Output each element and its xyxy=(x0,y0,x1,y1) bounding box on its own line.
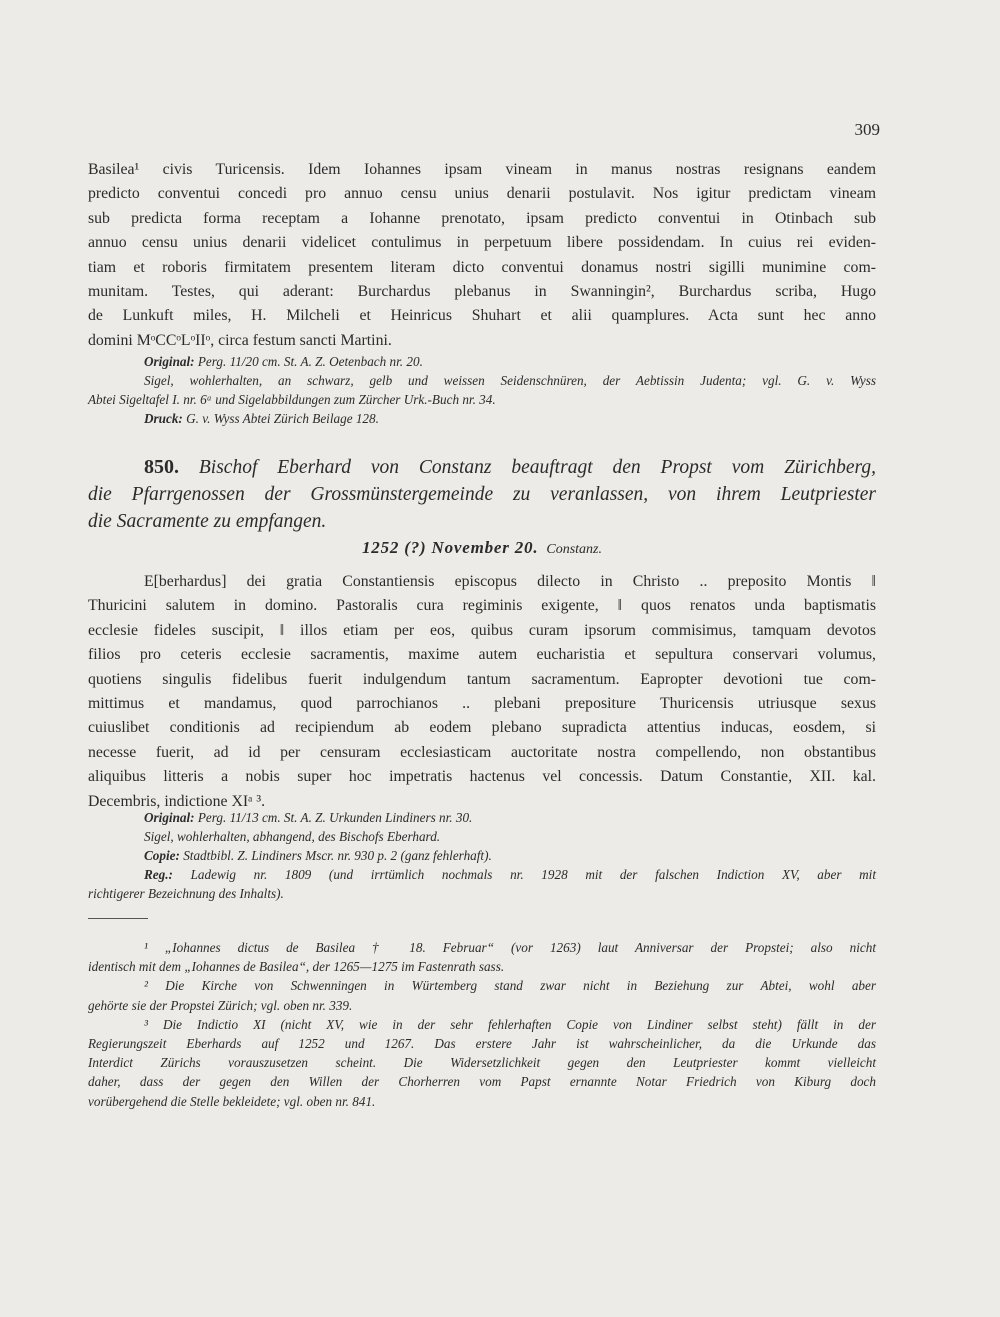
footnote-line: ³ Die Indictio XI (nicht XV, wie in der sehr fehlerhaften Copie von Lindiner selbst steht) fällt in der xyxy=(144,1016,876,1032)
heading-line: 850. Bischof Eberhard von Constanz beauftragt den Propst vom Zürichberg, xyxy=(88,454,876,481)
footnote-line: gehörte sie der Propstei Zürich; vgl. oben nr. 339. xyxy=(88,997,353,1013)
text-line: filios pro ceteris ecclesie sacramentis, maxime autem eucharistia et sepultura conservari volumus, xyxy=(88,646,876,664)
note-line: Copie: Stadtbibl. Z. Lindiners Mscr. nr. 930 p. 2 (ganz fehlerhaft). xyxy=(144,848,492,863)
note-line: Druck: G. v. Wyss Abtei Zürich Beilage 128. xyxy=(144,411,379,426)
note-line: Reg.: Ladewig nr. 1809 (und irrtümlich nochmals nr. 1928 mit der falschen Indiction XV, aber mit xyxy=(144,867,876,882)
note-line: Original: Perg. 11/20 cm. St. A. Z. Oetenbach nr. 20. xyxy=(144,354,423,369)
entry-date-line xyxy=(88,538,876,558)
text-line: de Lunkuft miles, H. Milcheli et Heinricus Shuhart et alii quamplures. Acta sunt hec anno xyxy=(88,307,876,325)
note-label: Original: xyxy=(144,354,195,369)
footnote-separator xyxy=(88,918,148,919)
footnote-line: ² Die Kirche von Schwenningen in Würtemberg stand zwar nicht in Beziehung zur Abtei, wohl aber xyxy=(144,978,876,994)
note-label: Original: xyxy=(144,810,195,825)
text-line: tiam et roboris firmitatem presentem literam dicto conventui donamus nostri sigilli munimine com- xyxy=(88,258,876,276)
text-line: predicto conventui concedi pro annuo censu unius denarii postulavit. Nos igitur predictam vineam xyxy=(88,185,876,203)
text-line: cuiuslibet conditionis ad recipiendum ab eodem plebano supradicta attentius inducas, eosdem, si xyxy=(88,719,876,737)
charter-text xyxy=(88,570,876,814)
text-line: sub predicta forma receptam a Iohanne prenotato, ipsam predicto conventui in Otinbach sub xyxy=(88,209,876,227)
note-label: Druck: xyxy=(144,411,183,426)
note-line: richtigerer Bezeichnung des Inhalts). xyxy=(88,886,284,901)
note-label: Copie: xyxy=(144,848,180,863)
footnote-line: Interdict Zürichs vorauszusetzen scheint. Die Widersetzlichkeit gegen den Leutpriester kommt vielleicht xyxy=(88,1055,876,1071)
page-number: 309 xyxy=(854,120,880,139)
entry-place: Constanz. xyxy=(546,542,602,557)
entry-number: 850. xyxy=(144,456,179,478)
footnote-line: ¹ „Iohannes dictus de Basilea † 18. Februar“ (vor 1263) laut Anniversar der Propstei; also nicht xyxy=(144,940,876,955)
text-line: ecclesie fideles suscipit, ‖ illos etiam per eos, quibus curam ipsorum commisimus, tamquam devotos xyxy=(88,621,876,639)
text-line: necesse fuerit, ad id per censuram ecclesiasticam auctoritate nostra compellendo, non obstantibus xyxy=(88,743,876,761)
text-line: E[berhardus] dei gratia Constantiensis episcopus dilecto in Christo .. preposito Montis ‖ xyxy=(144,573,876,590)
entry-date: 1252 (?) November 20. xyxy=(362,538,539,557)
text-line: munitam. Testes, qui aderant: Burchardus plebanus in Swanningin², Burchardus scriba, Hugo xyxy=(88,283,876,301)
heading-line: die Pfarrgenossen der Grossmünstergemeinde zu veranlassen, von ihrem Leutpriester xyxy=(88,484,876,505)
text-line: Decembris, indictione XIᵃ ³. xyxy=(88,792,266,810)
note-label: Reg.: xyxy=(144,867,173,882)
footnote-line: vorübergehend die Stelle bekleidete; vgl. oben nr. 841. xyxy=(88,1093,376,1109)
note-line: Abtei Sigeltafel I. nr. 6ᵃ und Sigelabbildungen zum Zürcher Urk.-Buch nr. 34. xyxy=(88,392,496,407)
previous-charter-text xyxy=(88,158,876,353)
text-line: Thuricini salutem in domino. Pastoralis cura regiminis exigente, ‖ quos renatos unda baptismatis xyxy=(88,597,876,615)
heading-line: die Sacramente zu empfangen. xyxy=(88,511,327,532)
text-line: annuo censu unius denarii videlicet contulimus in perpetuum libere possidendam. In cuius rei eviden- xyxy=(88,234,876,252)
footnote-line: Regierungszeit Eberhards auf 1252 und 1267. Das erstere Jahr ist wahrscheinlicher, da die Urkunde das xyxy=(88,1036,876,1052)
footnote-line: daher, dass der gegen den Willen der Chorherren vom Papst ernannte Notar Friedrich von Kiburg doch xyxy=(88,1074,876,1090)
footnote-line: identisch mit dem „Iohannes de Basilea“, der 1265—1275 im Fastenrath sass. xyxy=(88,959,505,975)
text-line: quotiens singulis fidelibus fuerit indulgendum tantum sacramentum. Eapropter devotioni tue com- xyxy=(88,670,876,688)
note-line: Sigel, wohlerhalten, an schwarz, gelb und weissen Seidenschnüren, der Aebtissin Judenta; vgl. G. v. Wyss xyxy=(144,373,876,388)
footnotes xyxy=(88,938,876,1111)
previous-charter-notes xyxy=(88,352,876,428)
text-line: domini MᵒCCᵒLᵒIIᵒ, circa festum sancti Martini. xyxy=(88,331,392,349)
note-line: Sigel, wohlerhalten, abhangend, des Bischofs Eberhard. xyxy=(144,829,441,844)
text-line: mittimus et mandamus, quod parrochianos .. plebani prepositure Thuricensis utriusque sexus xyxy=(88,695,876,713)
note-line: Original: Perg. 11/13 cm. St. A. Z. Urkunden Lindiners nr. 30. xyxy=(144,810,473,825)
text-line: Basilea¹ civis Turicensis. Idem Iohannes ipsam vineam in manus nostras resignans eandem xyxy=(88,161,876,178)
text-line: aliquibus litteris a nobis super hoc impetratis hactenus vel concessis. Datum Constantie, XII. kal. xyxy=(88,768,876,786)
entry-heading xyxy=(88,454,876,535)
charter-notes xyxy=(88,808,876,903)
